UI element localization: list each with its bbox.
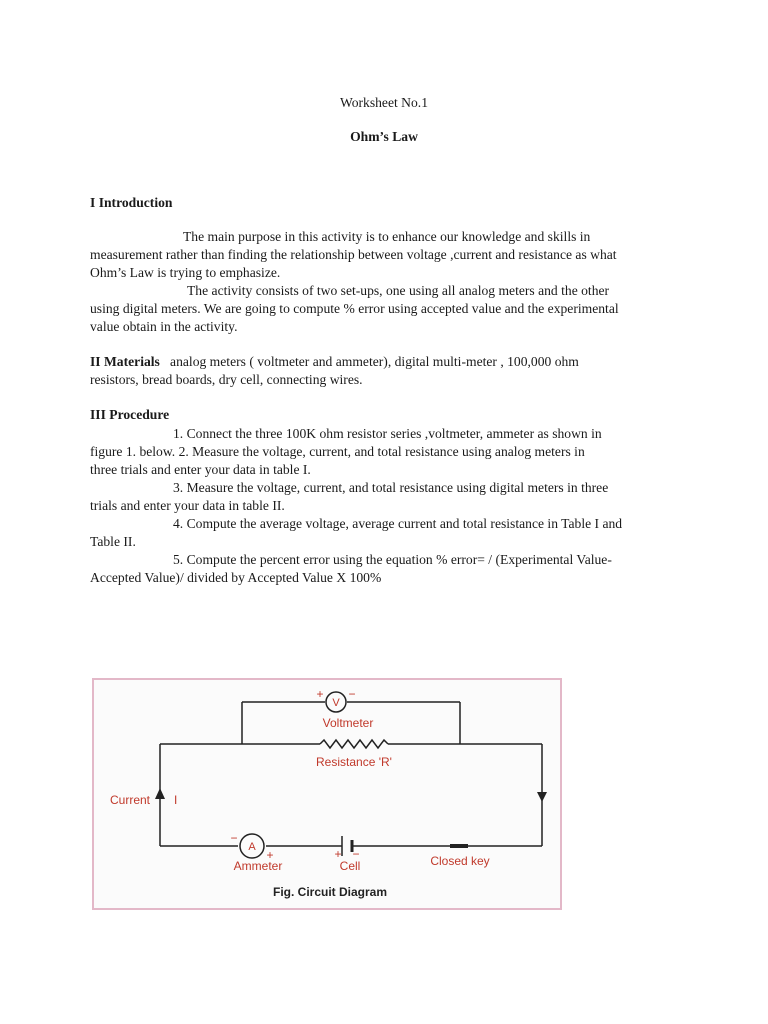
cell-minus: − [352, 847, 360, 861]
voltmeter-minus: − [348, 687, 356, 701]
closed-key-label: Closed key [430, 854, 490, 868]
page-title: Ohm’s Law [350, 129, 418, 144]
materials-line2: resistors, bread boards, dry cell, connecting wires. [90, 372, 363, 387]
intro-para1-line3: Ohm’s Law is trying to emphasize. [90, 265, 281, 280]
procedure-line6: 4. Compute the average voltage, average current and total resistance in Table I and [173, 516, 623, 531]
procedure-line3: three trials and enter your data in table I. [90, 462, 311, 477]
current-arrow-up [155, 788, 165, 799]
ammeter-minus: − [230, 831, 238, 845]
materials-heading: II Materials [90, 354, 160, 369]
cell-label: Cell [339, 859, 361, 873]
intro-para2-line2: using digital meters. We are going to compute % error using accepted value and the experimental [90, 301, 619, 316]
introduction-heading: I Introduction [90, 195, 173, 210]
current-label: Current [110, 793, 151, 807]
intro-para1-line1: The main purpose in this activity is to enhance our knowledge and skills in [183, 229, 591, 244]
resistance-label: Resistance 'R' [316, 755, 392, 769]
procedure-line9: Accepted Value)/ divided by Accepted Value X 100% [90, 570, 382, 585]
procedure-line7: Table II. [90, 534, 136, 549]
materials-text: analog meters ( voltmeter and ammeter), digital multi-meter , 100,000 ohm [170, 354, 579, 369]
cell-plus: + [334, 847, 342, 861]
materials-line1 [90, 353, 579, 371]
intro-para2-line3: value obtain in the activity. [90, 319, 238, 334]
procedure-line1: 1. Connect the three 100K ohm resistor series ,voltmeter, ammeter as shown in [173, 426, 602, 441]
voltmeter-label: Voltmeter [322, 716, 374, 730]
procedure-line5: trials and enter your data in table II. [90, 498, 285, 513]
procedure-line2: figure 1. below. 2. Measure the voltage, current, and total resistance using analog meters in [90, 444, 585, 459]
figure-caption: Fig. Circuit Diagram [272, 885, 388, 899]
current-symbol: I [174, 793, 178, 807]
ammeter-plus: + [266, 848, 274, 862]
resistor-symbol [320, 740, 388, 748]
intro-para2-line1: The activity consists of two set-ups, one using all analog meters and the other [187, 283, 610, 298]
procedure-heading: III Procedure [90, 407, 170, 422]
procedure-line4: 3. Measure the voltage, current, and total resistance using digital meters in three [173, 480, 609, 495]
ammeter-label: Ammeter [233, 859, 283, 873]
circuit-diagram [94, 680, 560, 908]
worksheet-number: Worksheet No.1 [339, 95, 428, 110]
voltmeter-plus: + [316, 687, 324, 701]
procedure-line8: 5. Compute the percent error using the equation % error= / (Experimental Value- [173, 552, 612, 567]
current-arrow-down [537, 792, 547, 802]
intro-para1-line2: measurement rather than finding the relationship between voltage ,current and resistance as what [90, 247, 617, 262]
ammeter-symbol: A [248, 841, 256, 853]
circuit-diagram-figure [92, 678, 562, 910]
voltmeter-symbol: V [332, 697, 340, 709]
